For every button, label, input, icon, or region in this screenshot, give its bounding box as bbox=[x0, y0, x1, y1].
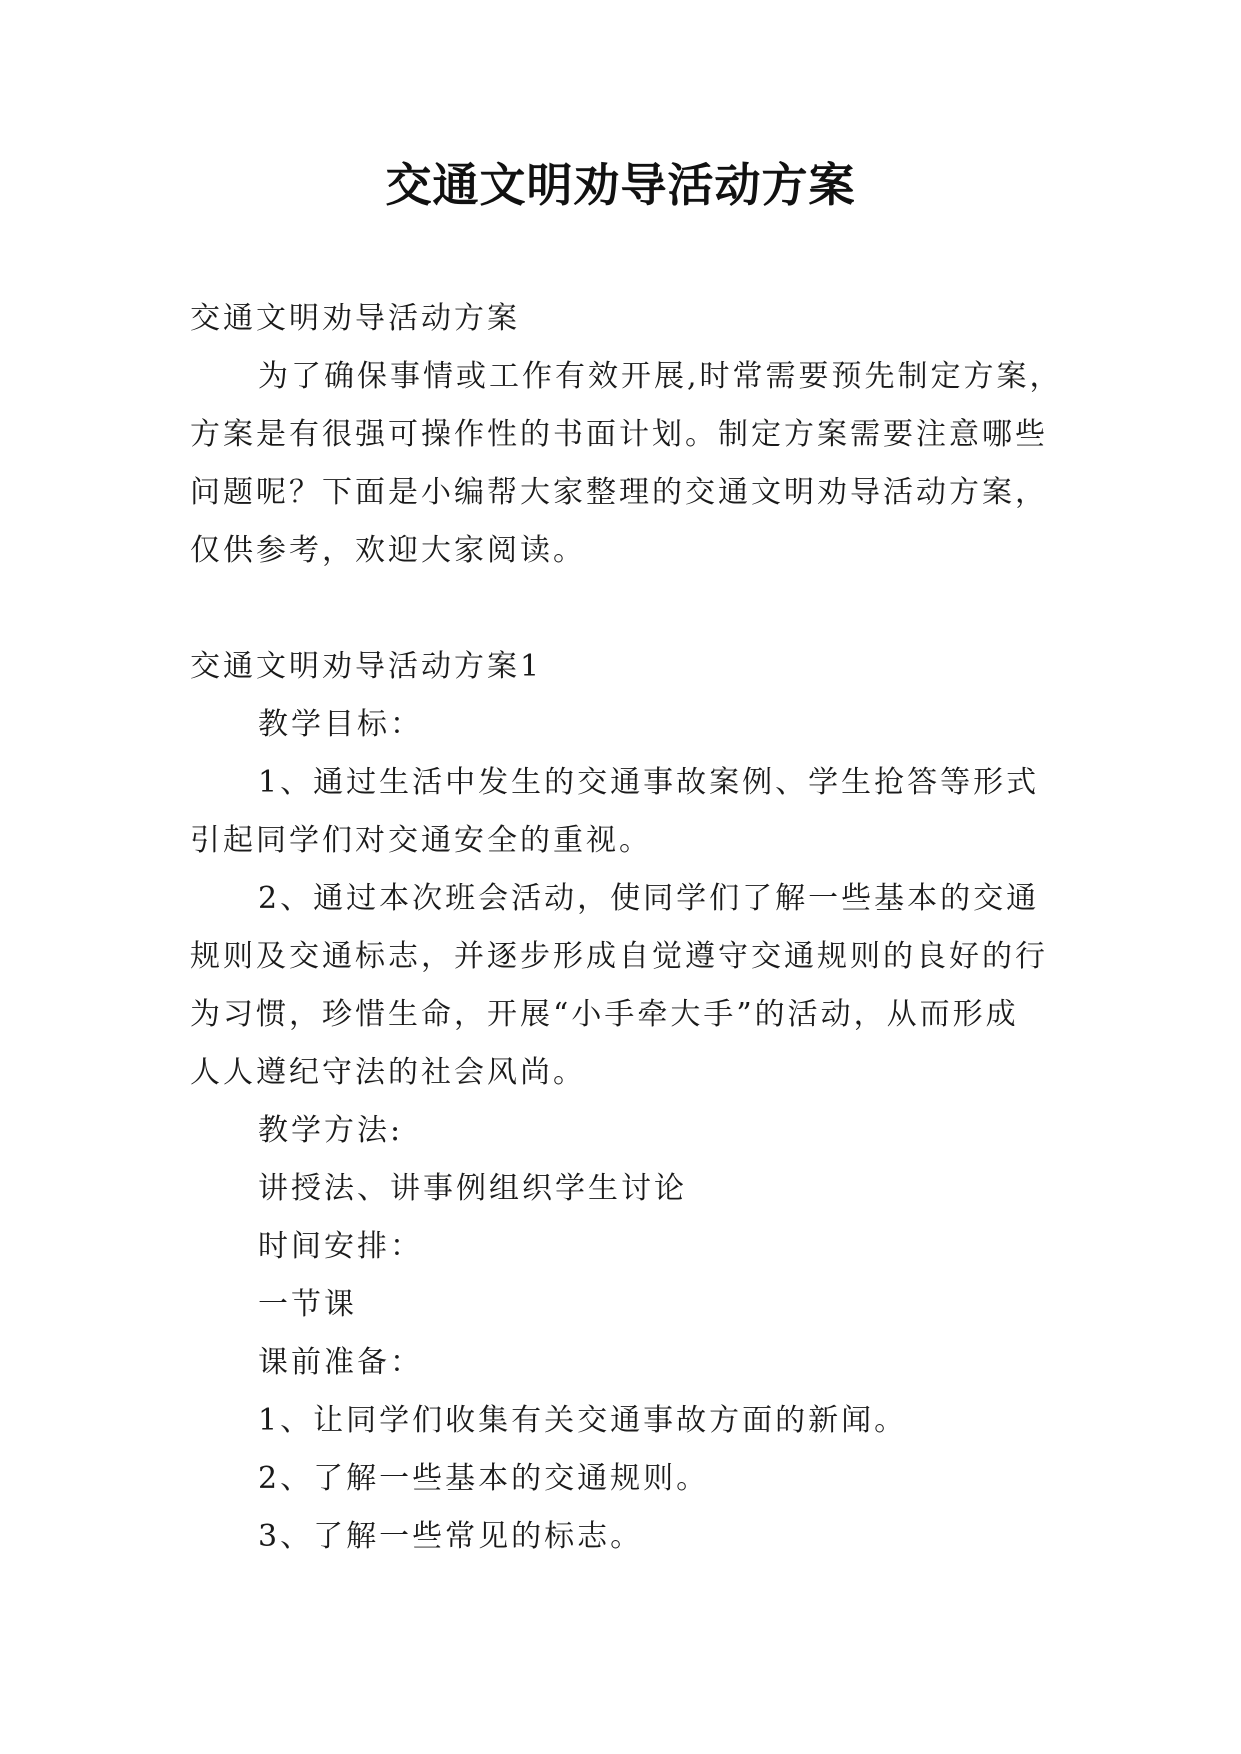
prep-item: 2、了解一些基本的交通规则。 bbox=[258, 1461, 710, 1496]
goal-item-2: 2、通过本次班会活动，使同学们了解一些基本的交通 bbox=[258, 881, 1040, 916]
time-label: 时间安排： bbox=[258, 1229, 423, 1264]
document-body bbox=[190, 290, 1063, 1566]
intro-line: 为了确保事情或工作有效开展,时常需要预先制定方案， bbox=[258, 359, 1063, 394]
prep-item: 3、了解一些常见的标志。 bbox=[258, 1519, 644, 1554]
section-heading-intro: 交通文明劝导活动方案 bbox=[190, 301, 520, 336]
method-label: 教学方法: bbox=[258, 1113, 404, 1148]
prep-item: 1、让同学们收集有关交通事故方面的新闻。 bbox=[258, 1403, 908, 1438]
goal-item-2: 为习惯，珍惜生命，开展“小手牵大手”的活动，从而形成 bbox=[190, 997, 1019, 1032]
goal-item-2: 人人遵纪守法的社会风尚。 bbox=[190, 1055, 586, 1090]
prep-label: 课前准备： bbox=[258, 1345, 423, 1380]
time-value: 一节课 bbox=[258, 1287, 357, 1322]
intro-line: 问题呢？下面是小编帮大家整理的交通文明劝导活动方案， bbox=[190, 475, 1048, 510]
goal-item-2: 规则及交通标志，并逐步形成自觉遵守交通规则的良好的行 bbox=[190, 939, 1048, 974]
section-heading-1: 交通文明劝导活动方案1 bbox=[190, 649, 543, 684]
intro-line: 仅供参考，欢迎大家阅读。 bbox=[190, 533, 586, 568]
document-title: 交通文明劝导活动方案 bbox=[385, 158, 856, 212]
goal-item-1: 1、通过生活中发生的交通事故案例、学生抢答等形式 bbox=[258, 765, 1040, 800]
paragraph-spacer bbox=[190, 580, 1060, 638]
goal-item-1: 引起同学们对交通安全的重视。 bbox=[190, 823, 652, 858]
goal-label: 教学目标： bbox=[258, 707, 423, 742]
method-value: 讲授法、讲事例组织学生讨论 bbox=[258, 1171, 687, 1206]
intro-line: 方案是有很强可操作性的书面计划。制定方案需要注意哪些 bbox=[190, 417, 1048, 452]
